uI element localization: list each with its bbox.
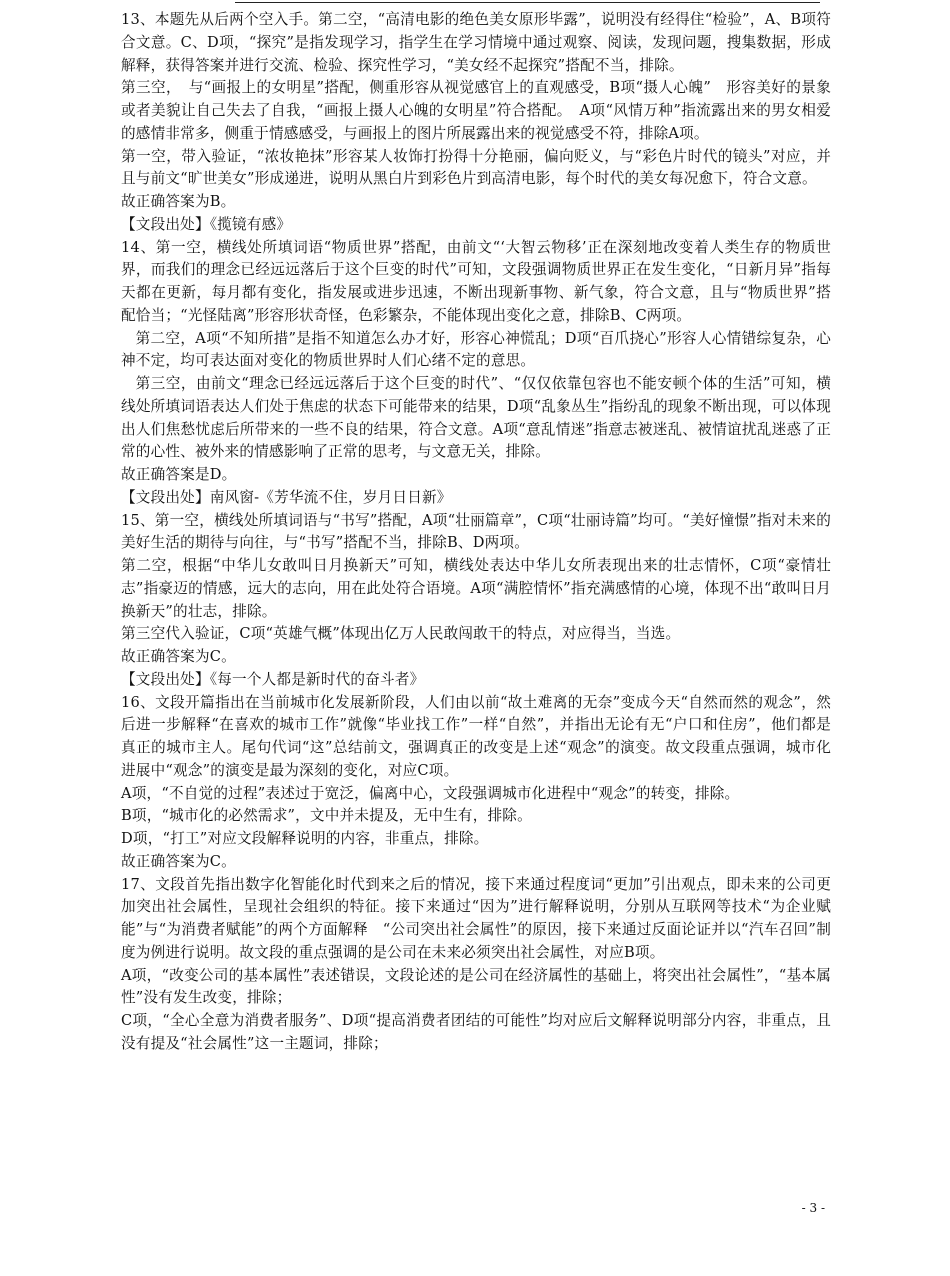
paragraph: A项，“不自觉的过程”表述过于宽泛，偏离中心，文段强调城市化进程中“观念”的转变，排除。 [121,784,740,802]
paragraph: 13、本题先从后两个空入手。第二空，“高清电影的绝色美女原形毕露”，说明没有经得住“检验”，A、B项符合文意。C、D项，“探究”是指发现学习，指学生在学习情境中通过观察、阅读，发现问题，搜集数据，形成解释，获得答案并进行交流、检验、探究性学习，“美女经不起探究”搭配不当，排除。 [121,11,831,74]
source-line: 【文段出处】南风窗-《芳华流不住，岁月日日新》 [121,488,452,506]
paragraph: A项，“改变公司的基本属性”表述错误，文段论述的是公司在经济属性的基础上，将突出社会属性”，“基本属性”没有发生改变，排除； [121,966,831,1007]
paragraph: C项，“全心全意为消费者服务”、D项“提高消费者团结的可能性”均对应后文解释说明部分内容，非重点，且没有提及“社会属性”这一主题词，排除； [121,1012,831,1052]
answer-line: 故正确答案是D。 [121,466,237,483]
paragraph: 14、第一空，横线处所填词语“物质世界”搭配，由前文“‘大智云物移’正在深刻地改变着人类生存的物质世界，而我们的理念已经远远落后于这个巨变的时代”可知，文段强调物质世界正在发生变化，“日新月异”指每天都在更新，每月都有变化，指发展或进步迅速，不断出现新事物、新气象，符合文意，且与“物质世界”搭配恰当；“光怪陆离”形容形状奇怪，色彩繁杂，不能体现出变化之意，排除B、C两项。 [121,238,831,324]
paragraph: B项，“城市化的必然需求”，文中并未提及，无中生有，排除。 [121,807,532,825]
answer-explanations [121,9,831,1056]
paragraph: 第二空，根据“中华儿女敢叫日月换新天”可知，横线处表达中华儿女所表现出来的壮志情怀，C项“豪情壮志”指豪迈的情感，远大的志向，用在此处符合语境。A项“满腔情怀”指充满感情的心境，体现不出“敢叫日月换新天”的壮志，排除。 [121,557,831,620]
paragraph: 第二空，A项“不知所措”是指不知道怎么办才好，形容心神慌乱；D项“百爪挠心”形容人心情错综复杂，心神不定，均可表达面对变化的物质世界时人们心绪不定的意思。 [121,329,831,370]
header-rule [235,2,820,3]
paragraph: 17、文段首先指出数字化智能化时代到来之后的情况，接下来通过程度词“更加”引出观点，即未来的公司更加突出社会属性，呈现社会组织的特征。接下来通过“因为”进行解释说明，分别从互联网等技术“为企业赋能”与“为消费者赋能”的两个方面解释 “公司突出社会属性”的原因，接下来通过反面论证并以“汽车召回”制度为例进行说明。故文段的重点强调的是公司在未来必须突出社会属性，对应B项。 [121,875,831,961]
page-number: - 3 - [801,1201,825,1215]
answer-line: 故正确答案为C。 [121,852,236,870]
paragraph: 15、第一空，横线处所填词语与“书写”搭配，A项“壮丽篇章”，C项“壮丽诗篇”均可。“美好憧憬”指对未来的美好生活的期待与向往，与“书写”搭配不当，排除B、D两项。 [121,511,831,552]
paragraph: 第一空，带入验证，“浓妆艳抹”形容某人妆饰打扮得十分艳丽，偏向贬义，与“彩色片时代的镜头”对应，并且与前文“旷世美女”形成递进，说明从黑白片到彩色片到高清电影，每个时代的美女每况愈下，符合文意。 [121,147,831,188]
answer-line: 故正确答案为C。 [121,648,236,665]
paragraph: D项，“打工”对应文段解释说明的内容，非重点，排除。 [121,830,489,847]
paragraph: 16、文段开篇指出在当前城市化发展新阶段，人们由以前“故土难离的无奈”变成今天“自然而然的观念”，然后进一步解释“在喜欢的城市工作”就像“毕业找工作”一样“自然”，并指出无论有无“户口和住房”，他们都是真正的城市主人。尾句代词“这”总结前文，强调真正的改变是上述“观念”的演变。故文段重点强调，城市化进展中“观念”的演变是最为深刻的变化，对应C项。 [121,693,831,779]
source-line: 【文段出处】《每一个人都是新时代的奋斗者》 [121,670,425,688]
paragraph: 第三空代入验证，C项“英雄气概”体现出亿万人民敢闯敢干的特点，对应得当，当选。 [121,625,681,643]
paragraph: 第三空， 与“画报上的女明星”搭配，侧重形容从视觉感官上的直观感受，B项“摄人心魄” 形容美好的景象或者美貌让自己失去了自我，“画报上摄人心魄的女明星”符合搭配。 A项“风情万种”指流露出来的男女相爱的感情非常多，侧重于情感感受，与画报上的图片所展露出来的视觉感受不符，排除A项。 [121,79,831,142]
answer-line: 故正确答案为B。 [121,193,236,210]
source-line: 【文段出处】《揽镜有感》 [121,215,292,233]
paragraph: 第三空，由前文“理念已经远远落后于这个巨变的时代”、“仅仅依靠包容也不能安顿个体的生活”可知，横线处所填词语表达人们处于焦虑的状态下可能带来的结果，D项“乱象丛生”指纷乱的现象不断出现，可以体现出人们焦愁忧虑后所带来的一些不良的结果，符合文意。A项“意乱情迷”指意志被迷乱、被情谊扰乱迷惑了正常的心性、被外来的情感影响了正常的思考，与文意无关，排除。 [121,375,831,461]
